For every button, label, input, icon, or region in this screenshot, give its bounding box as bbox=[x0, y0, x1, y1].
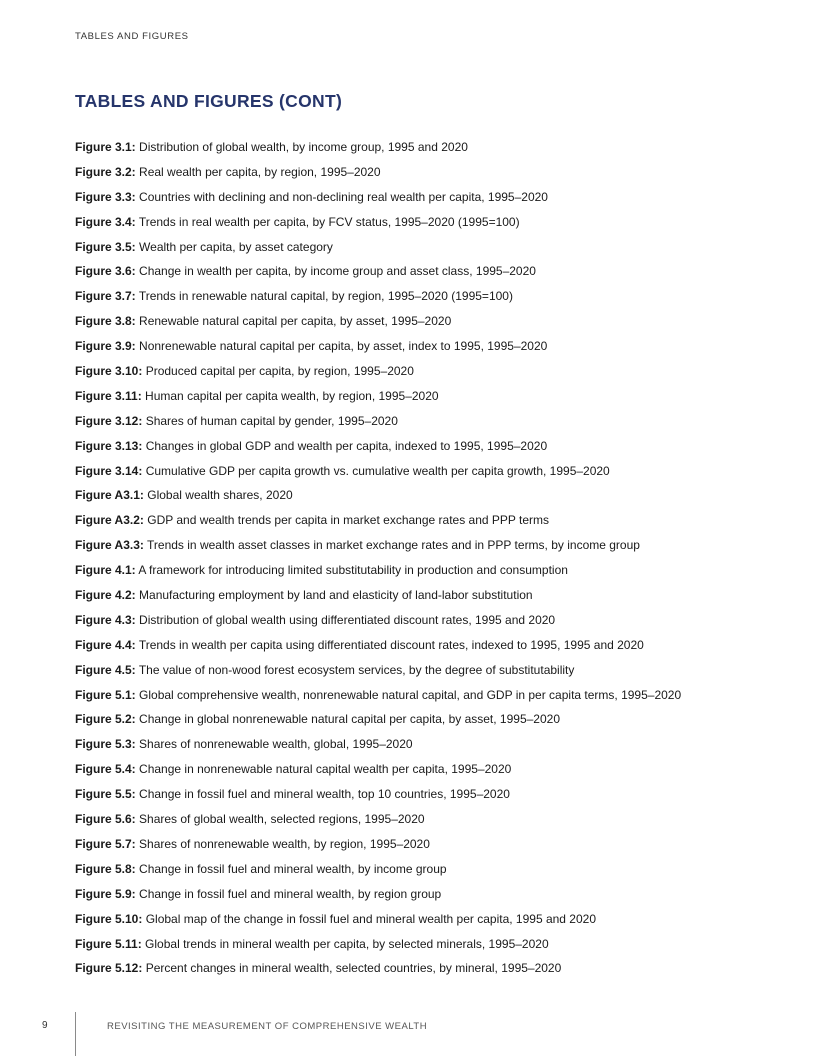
figure-label: Figure 3.13: bbox=[75, 438, 143, 453]
figure-label: Figure 5.12: bbox=[75, 961, 143, 976]
figure-title: Wealth per capita, by asset category bbox=[139, 239, 333, 254]
figure-entry bbox=[75, 761, 795, 786]
figure-entry bbox=[75, 139, 795, 164]
figure-title: Change in nonrenewable natural capital wealth per capita, 1995–2020 bbox=[139, 762, 512, 777]
figure-label: Figure A3.2: bbox=[75, 513, 144, 528]
footer-divider bbox=[75, 1012, 76, 1056]
figure-entry bbox=[75, 911, 795, 936]
figure-title: Real wealth per capita, by region, 1995–2020 bbox=[139, 164, 381, 179]
figure-label: Figure 5.3: bbox=[75, 737, 136, 752]
figure-entry bbox=[75, 288, 795, 313]
figure-entry bbox=[75, 736, 795, 761]
figure-entry bbox=[75, 512, 795, 537]
figure-label: Figure 3.6: bbox=[75, 264, 136, 279]
figure-label: Figure 4.2: bbox=[75, 588, 136, 603]
figure-label: Figure 5.5: bbox=[75, 787, 136, 802]
figure-label: Figure A3.1: bbox=[75, 488, 144, 503]
figure-entry bbox=[75, 463, 795, 488]
figure-label: Figure 4.3: bbox=[75, 612, 136, 627]
figure-entry bbox=[75, 612, 795, 637]
figure-label: Figure 3.5: bbox=[75, 239, 136, 254]
figure-entry bbox=[75, 786, 795, 811]
figure-label: Figure 3.8: bbox=[75, 314, 136, 329]
figure-title: Global trends in mineral wealth per capita, by selected minerals, 1995–2020 bbox=[145, 936, 549, 951]
figure-title: Cumulative GDP per capita growth vs. cumulative wealth per capita growth, 1995–2020 bbox=[145, 463, 610, 478]
figure-list bbox=[75, 139, 795, 985]
figure-label: Figure 3.3: bbox=[75, 189, 136, 204]
figure-label: Figure 5.6: bbox=[75, 812, 136, 827]
figure-label: Figure 4.1: bbox=[75, 563, 136, 578]
figure-entry bbox=[75, 263, 795, 288]
figure-entry bbox=[75, 537, 795, 562]
figure-entry bbox=[75, 164, 795, 189]
figure-entry bbox=[75, 960, 795, 985]
figure-entry bbox=[75, 413, 795, 438]
figure-title: Shares of nonrenewable wealth, by region, 1995–2020 bbox=[139, 836, 430, 851]
figure-title: Change in fossil fuel and mineral wealth, by region group bbox=[139, 886, 442, 901]
figure-title: Produced capital per capita, by region, 1995–2020 bbox=[145, 364, 414, 379]
figure-entry bbox=[75, 662, 795, 687]
figure-title: The value of non-wood forest ecosystem services, by the degree of substitutability bbox=[138, 662, 575, 677]
figure-label: Figure A3.3: bbox=[75, 538, 144, 553]
figure-title: Countries with declining and non-declining real wealth per capita, 1995–2020 bbox=[139, 189, 548, 204]
figure-title: Distribution of global wealth using differentiated discount rates, 1995 and 2020 bbox=[139, 612, 556, 627]
figure-title: Global wealth shares, 2020 bbox=[147, 488, 293, 503]
figure-label: Figure 5.7: bbox=[75, 836, 136, 851]
figure-title: Global map of the change in fossil fuel and mineral wealth per capita, 1995 and 2020 bbox=[145, 911, 596, 926]
figure-entry bbox=[75, 562, 795, 587]
figure-label: Figure 5.8: bbox=[75, 861, 136, 876]
figure-title: Change in wealth per capita, by income group and asset class, 1995–2020 bbox=[139, 264, 536, 279]
figure-label: Figure 5.1: bbox=[75, 687, 136, 702]
figure-title: Distribution of global wealth, by income group, 1995 and 2020 bbox=[139, 140, 468, 154]
page-title: TABLES AND FIGURES (CONT) bbox=[75, 91, 343, 111]
figure-entry bbox=[75, 487, 795, 512]
figure-label: Figure 3.2: bbox=[75, 164, 136, 179]
figure-title: Percent changes in mineral wealth, selected countries, by mineral, 1995–2020 bbox=[145, 961, 562, 976]
figure-label: Figure 4.4: bbox=[75, 637, 136, 652]
figure-entry bbox=[75, 811, 795, 836]
running-header: TABLES AND FIGURES bbox=[75, 31, 189, 42]
figure-entry bbox=[75, 836, 795, 861]
figure-label: Figure 3.10: bbox=[75, 364, 143, 379]
figure-title: Global comprehensive wealth, nonrenewable natural capital, and GDP in per capita terms, 1995–2020 bbox=[139, 687, 682, 702]
page-number: 9 bbox=[42, 1020, 48, 1031]
figure-label: Figure 5.2: bbox=[75, 712, 136, 727]
figure-title: Change in fossil fuel and mineral wealth, top 10 countries, 1995–2020 bbox=[139, 787, 510, 802]
figure-entry bbox=[75, 363, 795, 388]
figure-label: Figure 3.11: bbox=[75, 388, 142, 403]
figure-title: Shares of global wealth, selected regions, 1995–2020 bbox=[139, 812, 425, 827]
figure-title: Manufacturing employment by land and elasticity of land-labor substitution bbox=[139, 588, 533, 603]
figure-label: Figure 3.4: bbox=[75, 214, 136, 229]
figure-label: Figure 5.9: bbox=[75, 886, 136, 901]
figure-label: Figure 5.10: bbox=[75, 911, 143, 926]
figure-label: Figure 3.14: bbox=[75, 463, 143, 478]
figure-title: Trends in wealth per capita using differentiated discount rates, indexed to 1995, 1995 and 2020 bbox=[138, 637, 644, 652]
figure-label: Figure 3.9: bbox=[75, 339, 136, 354]
figure-entry bbox=[75, 239, 795, 264]
figure-label: Figure 3.1: bbox=[75, 140, 136, 154]
figure-label: Figure 4.5: bbox=[75, 662, 136, 677]
figure-title: GDP and wealth trends per capita in market exchange rates and PPP terms bbox=[147, 513, 550, 528]
figure-title: Change in fossil fuel and mineral wealth, by income group bbox=[139, 861, 447, 876]
figure-title: Trends in real wealth per capita, by FCV status, 1995–2020 (1995=100) bbox=[138, 214, 520, 229]
figure-label: Figure 5.4: bbox=[75, 762, 136, 777]
figure-label: Figure 3.7: bbox=[75, 289, 136, 304]
figure-title: Human capital per capita wealth, by region, 1995–2020 bbox=[145, 388, 439, 403]
figure-entry bbox=[75, 189, 795, 214]
figure-entry bbox=[75, 711, 795, 736]
figure-entry bbox=[75, 313, 795, 338]
figure-entry bbox=[75, 861, 795, 886]
figure-entry bbox=[75, 388, 795, 413]
figure-entry bbox=[75, 637, 795, 662]
figure-entry bbox=[75, 687, 795, 712]
figure-entry bbox=[75, 338, 795, 363]
footer-publication-title: REVISITING THE MEASUREMENT OF COMPREHENSIVE WEALTH bbox=[107, 1021, 428, 1032]
figure-entry bbox=[75, 936, 795, 961]
figure-title: Shares of human capital by gender, 1995–2020 bbox=[145, 413, 398, 428]
figure-title: Renewable natural capital per capita, by asset, 1995–2020 bbox=[139, 314, 452, 329]
figure-title: A framework for introducing limited substitutability in production and consumption bbox=[138, 563, 568, 578]
figure-title: Shares of nonrenewable wealth, global, 1995–2020 bbox=[139, 737, 413, 752]
figure-title: Nonrenewable natural capital per capita, by asset, index to 1995, 1995–2020 bbox=[139, 339, 548, 354]
figure-title: Changes in global GDP and wealth per capita, indexed to 1995, 1995–2020 bbox=[145, 438, 548, 453]
figure-label: Figure 5.11: bbox=[75, 936, 142, 951]
figure-entry bbox=[75, 886, 795, 911]
figure-title: Trends in wealth asset classes in market exchange rates and in PPP terms, by income group bbox=[147, 538, 640, 553]
figure-label: Figure 3.12: bbox=[75, 413, 143, 428]
figure-entry bbox=[75, 438, 795, 463]
figure-title: Change in global nonrenewable natural capital per capita, by asset, 1995–2020 bbox=[139, 712, 560, 727]
figure-entry bbox=[75, 214, 795, 239]
figure-title: Trends in renewable natural capital, by region, 1995–2020 (1995=100) bbox=[138, 289, 513, 304]
figure-entry bbox=[75, 587, 795, 612]
